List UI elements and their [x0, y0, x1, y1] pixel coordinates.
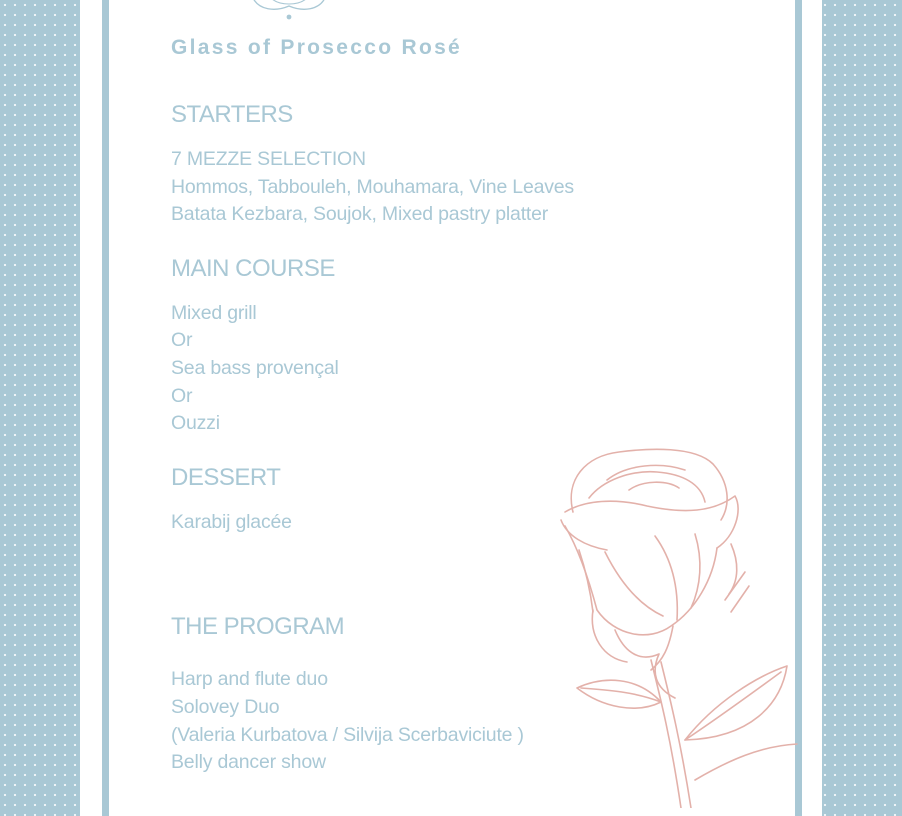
menu-item: Batata Kezbara, Soujok, Mixed pastry platter: [171, 203, 549, 226]
dessert-section: [171, 463, 574, 537]
menu-item: Sea bass provençal: [171, 356, 339, 379]
program-item: Belly dancer show: [171, 751, 326, 774]
program-heading: THE PROGRAM: [171, 613, 345, 641]
program-item: Harp and flute duo: [171, 668, 328, 691]
program-item: (Valeria Kurbatova / Silvija Scerbaviciute ): [171, 723, 524, 746]
menu-item: Hommos, Tabbouleh, Mouhamara, Vine Leaves: [171, 175, 574, 198]
menu-item: Mixed grill: [171, 301, 257, 324]
program-section: [171, 612, 574, 776]
program-item: Solovey Duo: [171, 695, 280, 718]
drink-title: Glass of Prosecco Rosé: [171, 36, 463, 59]
main-course-heading: MAIN COURSE: [171, 254, 335, 282]
menu-item: 7 MEZZE SELECTION: [171, 148, 366, 170]
menu-content: [171, 100, 574, 777]
rose-illustration-icon: [545, 440, 805, 808]
starters-section: [171, 100, 574, 229]
menu-item: Karabij glacée: [171, 510, 292, 533]
menu-item: Ouzzi: [171, 412, 220, 435]
menu-item: Or: [171, 384, 193, 407]
flourish-ornament-icon: [245, 0, 335, 24]
menu-item: Or: [171, 329, 193, 352]
dessert-heading: DESSERT: [171, 463, 281, 491]
starters-heading: STARTERS: [171, 101, 293, 128]
main-course-section: [171, 254, 574, 438]
